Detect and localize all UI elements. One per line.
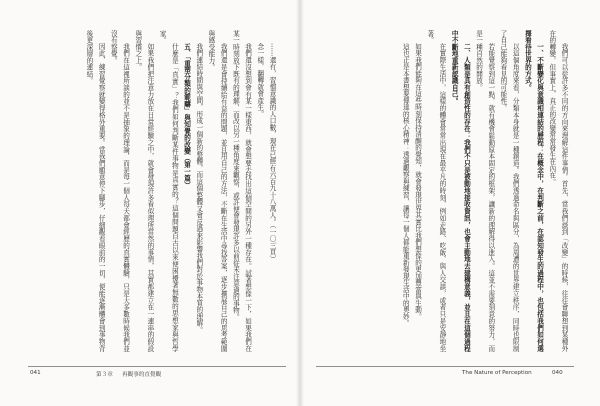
- paragraph: 我們還沒想到會有某一樣東西，就會想要去找出這個空間的另外一種存在。試著想像一下，如果我們在某一時刻放下既有的理解，而改以另一種角度來觀察，或許便會發現許多以前從未注意過的事物。: [231, 30, 252, 352]
- page-number: 041: [30, 370, 41, 376]
- paragraph: 如果我們能夠在這些時刻保持清醒的覺知，就會發現世界其實比我們想像的更加豐富與生動。: [413, 43, 422, 320]
- footer-rule: [316, 366, 574, 367]
- right-page-body: [326, 30, 570, 352]
- paragraph: 我們還是會持續給有益的問題，並且用自己的方法，不斷在生活中尋找答案，逐步擴展自己的思考範圍與感受能力。: [206, 30, 228, 352]
- paragraph: 以這個角度來看，分類本身就是一種創造。我們透過命名與區分，為周遭的世界建立秩序，同時也限制了自己能夠看見的可能性。: [498, 30, 520, 352]
- paragraph: 在實際生活中，這樣的體會常常出現在最平凡的時刻，例如走路、吃飯、與人交談，或者只是安靜地坐著。: [425, 30, 446, 352]
- section-heading: 五、「重塑分類的範疇」與知覺的改變（第一篇）: [182, 43, 191, 189]
- paragraph: 這也正是本書想要傳達的核心精神：透過觀察與練習，讓每一個人都能重新發現生活中的奧妙。: [401, 43, 410, 327]
- book-brand: The Nature of Perception: [462, 370, 532, 376]
- chapter-title: 再觀事的直覺觀: [122, 372, 162, 378]
- paragraph: 念一樣，翻轉就會產生。: [255, 43, 264, 118]
- paragraph: 若能覺察到這一點，就有機會鬆動原本固定的框架，讓新的理解得以進入。這並不需要刻意的努力，而是一種自然的開放。: [474, 30, 495, 352]
- left-page-body: [34, 30, 278, 352]
- right-page: [300, 0, 600, 406]
- paragraph: ⋯⋯還有，習慣意識的人口數，現在已經有六百九十八萬人。（一〇三頁）: [268, 43, 276, 263]
- paragraph: 一、不斷變化與意識相連結的歷程：在概念中，在判斷之前，在認知發生的過程中，也包括我們如何選擇看待世界的方式。: [523, 30, 544, 352]
- footer-rule: [28, 366, 286, 367]
- paragraph: 我們可以從許多不同的方向來理解這件事情。首先，當我們談到「改變」的時候，往往會聯想到某種外在的轉變，但事實上，真正的改變常常發生在內在。: [547, 30, 568, 352]
- paragraph: 二、人類是具有創造性的存在：我們不只是被動地接收資訊，也會主動地去建構意義，並且在這個過程中不斷地重新認識自己。: [450, 30, 471, 352]
- paragraph: 我們在這裡所談的並不是抽象的理論，而是每一個人每天都會經歷的真實體驗，只是大多數時候我們並沒有察覺。: [109, 30, 130, 352]
- paragraph: 什麼是「真實」？我們如何判斷某件事物是真實的？這個問題自古以來便困擾著無數的思想家與哲學家。: [158, 30, 179, 352]
- page-number: 040: [552, 370, 563, 376]
- paragraph: 因此，練習覺察就變得格外重要。當我們願意停下腳步，仔細觀看眼前的一切，便能逐漸體會到事物背後更深層的連結。: [84, 30, 106, 352]
- book-gutter: [296, 0, 304, 406]
- chapter-label: 第３章: [96, 372, 113, 378]
- paragraph: 我們連結時間與空間，形成一個新的整體，而這個整體又會反過來影響我們對於事物本質的理解。: [194, 43, 203, 334]
- paragraph: 如果我們把注意力放在日常經驗之中，就會發現許多看似理所當然的事情，其實都建立在一連串的假設與習慣之上。: [133, 30, 154, 352]
